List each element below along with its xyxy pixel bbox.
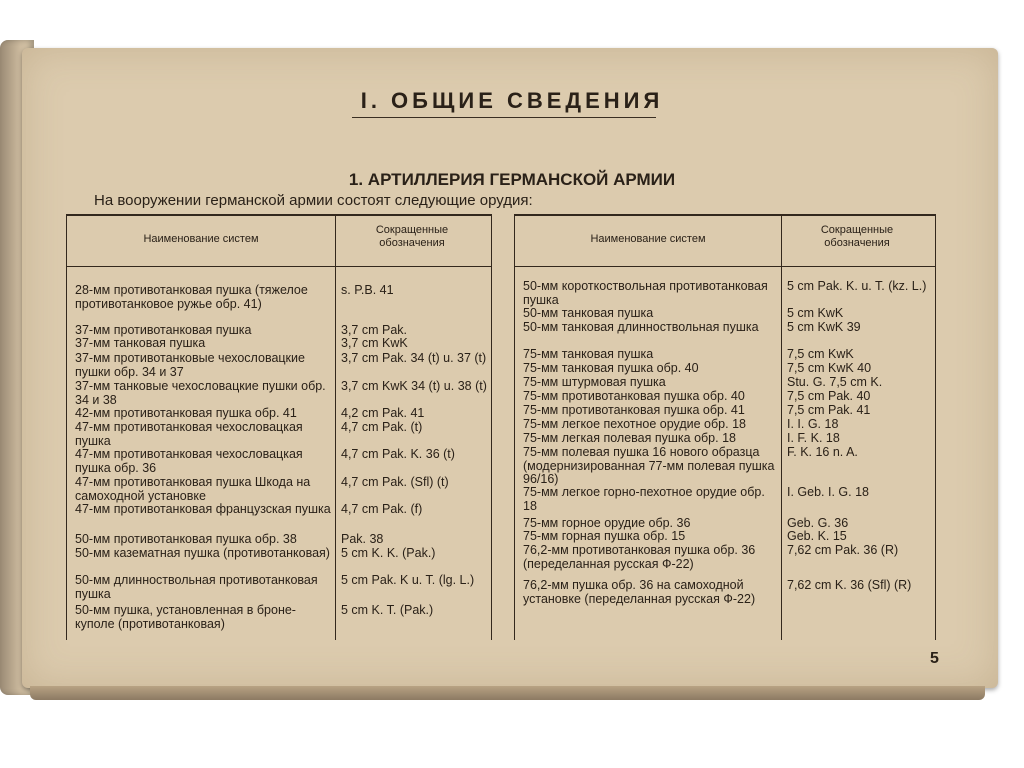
- page-stack-edge: [30, 686, 985, 700]
- col-header-name: Наименование систем: [590, 233, 706, 245]
- system-name: 37-мм противотанковые чехословацкие пушки обр. 34 и 37: [75, 351, 305, 379]
- system-abbreviation: I. I. G. 18: [787, 417, 839, 431]
- system-abbreviation: 4,7 cm Pak. (Sfl) (t): [341, 475, 449, 489]
- system-abbreviation: 7,5 cm Pak. 41: [787, 403, 871, 417]
- system-abbreviation: 3,7 cm KwK 34 (t) u. 38 (t): [341, 379, 487, 393]
- table-right: [514, 214, 936, 640]
- system-abbreviation: Geb. K. 15: [787, 529, 847, 543]
- system-abbreviation: Pak. 38: [341, 532, 384, 546]
- system-abbreviation: 4,7 cm Pak. (f): [341, 502, 423, 516]
- system-name: 47-мм противотанковая чехословацкая пушка обр. 36: [75, 447, 303, 475]
- system-abbreviation: 3,7 cm Pak. 34 (t) u. 37 (t): [341, 351, 487, 365]
- col-header-name: Наименование систем: [143, 233, 259, 245]
- system-name: 50-мм танковая пушка: [523, 306, 654, 320]
- system-name: 47-мм противотанковая французская пушка: [75, 502, 331, 516]
- system-name: 50-мм танковая длинноствольная пушка: [523, 320, 759, 334]
- heading-underline: [352, 117, 656, 118]
- system-abbreviation: 4,7 cm Pak. (t): [341, 420, 423, 434]
- system-name: 75-мм легкое пехотное орудие обр. 18: [523, 417, 746, 431]
- system-name: 37-мм танковые чехословацкие пушки обр. 34 и 38: [75, 379, 326, 407]
- system-name: 76,2-мм пушка обр. 36 на самоходной установке (переделанная русская Ф-22): [523, 578, 756, 606]
- system-name: 75-мм танковая пушка обр. 40: [523, 361, 699, 375]
- system-abbreviation: 5 cm KwK 39: [787, 320, 861, 334]
- system-name: 75-мм противотанковая пушка обр. 41: [523, 403, 745, 417]
- system-abbreviation: F. K. 16 n. A.: [787, 445, 858, 459]
- system-abbreviation: I. Geb. I. G. 18: [787, 485, 869, 499]
- system-abbreviation: 7,62 cm Pak. 36 (R): [787, 543, 899, 557]
- subsection-heading: 1. АРТИЛЛЕРИЯ ГЕРМАНСКОЙ АРМИИ: [348, 170, 676, 189]
- system-abbreviation: Geb. G. 36: [787, 516, 849, 530]
- system-abbreviation: 7,62 cm K. 36 (Sfl) (R): [787, 578, 912, 592]
- system-name: 75-мм штурмовая пушка: [523, 375, 666, 389]
- system-name: 28-мм противотанковая пушка (тяжелое противотанковое ружье обр. 41): [75, 283, 308, 311]
- system-abbreviation: 7,5 cm KwK: [787, 347, 854, 361]
- system-name: 75-мм легкое горно-пехотное орудие обр. 18: [523, 485, 765, 513]
- system-name: 37-мм танковая пушка: [75, 336, 206, 350]
- header-rule: [515, 266, 935, 267]
- col-header-abbr: Сокращенные обозначения: [375, 224, 449, 249]
- page-number: 5: [930, 650, 939, 667]
- system-abbreviation: 7,5 cm KwK 40: [787, 361, 872, 375]
- system-name: 37-мм противотанковая пушка: [75, 323, 252, 337]
- system-abbreviation: 4,2 cm Pak. 41: [341, 406, 425, 420]
- system-name: 50-мм длинноствольная противотанковая пушка: [75, 573, 318, 601]
- system-abbreviation: 5 cm K. K. (Pak.): [341, 546, 436, 560]
- system-name: 75-мм противотанковая пушка обр. 40: [523, 389, 745, 403]
- column-divider: [781, 216, 782, 640]
- system-abbreviation: s. P.B. 41: [341, 283, 394, 297]
- system-name: 75-мм полевая пушка 16 нового образца (модернизированная 77-мм полевая пушка 96/16): [523, 445, 775, 486]
- header-rule: [67, 266, 491, 267]
- system-abbreviation: 5 cm Pak. K. u. T. (kz. L.): [787, 279, 927, 293]
- system-abbreviation: I. F. K. 18: [787, 431, 840, 445]
- system-name: 50-мм короткоствольная противотанковая пушка: [523, 279, 768, 307]
- system-abbreviation: 5 cm K. T. (Pak.): [341, 603, 434, 617]
- system-name: 75-мм танковая пушка: [523, 347, 654, 361]
- section-heading: I. ОБЩИЕ СВЕДЕНИЯ: [360, 88, 664, 113]
- system-name: 47-мм противотанковая чехословацкая пушка: [75, 420, 303, 448]
- intro-text: На вооружении германской армии состоят следующие орудия:: [94, 192, 533, 209]
- system-abbreviation: 7,5 cm Pak. 40: [787, 389, 871, 403]
- system-name: 76,2-мм противотанковая пушка обр. 36 (переделанная русская Ф-22): [523, 543, 756, 571]
- column-divider: [335, 216, 336, 640]
- system-name: 75-мм горное орудие обр. 36: [523, 516, 691, 530]
- system-name: 75-мм горная пушка обр. 15: [523, 529, 686, 543]
- system-name: 50-мм казематная пушка (противотанковая): [75, 546, 330, 560]
- col-header-abbr: Сокращенные обозначения: [820, 224, 894, 249]
- system-abbreviation: 5 cm KwK: [787, 306, 844, 320]
- table-left: [66, 214, 492, 640]
- system-name: 50-мм пушка, установленная в броне-куполе (противотанковая): [75, 603, 296, 631]
- system-abbreviation: Stu. G. 7,5 cm K.: [787, 375, 883, 389]
- system-abbreviation: 4,7 cm Pak. K. 36 (t): [341, 447, 455, 461]
- system-name: 50-мм противотанковая пушка обр. 38: [75, 532, 297, 546]
- system-name: 47-мм противотанковая пушка Шкода на самоходной установке: [75, 475, 311, 503]
- system-abbreviation: 3,7 cm Pak.: [341, 323, 407, 337]
- system-abbreviation: 5 cm Pak. K u. T. (lg. L.): [341, 573, 475, 587]
- system-abbreviation: 3,7 cm KwK: [341, 336, 408, 350]
- system-name: 42-мм противотанковая пушка обр. 41: [75, 406, 297, 420]
- system-name: 75-мм легкая полевая пушка обр. 18: [523, 431, 736, 445]
